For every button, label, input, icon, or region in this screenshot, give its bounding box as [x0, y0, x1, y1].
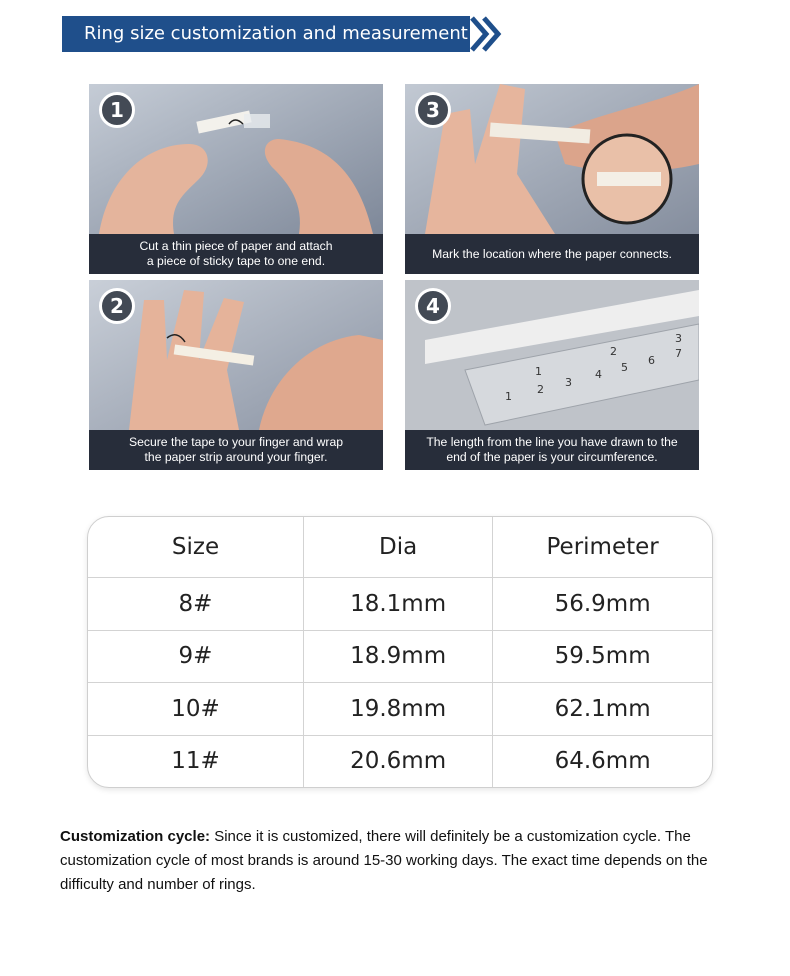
dia-cell: 19.8mm	[304, 683, 493, 736]
svg-text:2: 2	[610, 345, 617, 358]
dia-cell: 18.1mm	[304, 578, 493, 631]
svg-text:1: 1	[535, 365, 542, 378]
perimeter-cell: 56.9mm	[493, 578, 712, 631]
step-1-card	[89, 84, 383, 274]
table-row	[88, 735, 712, 787]
svg-text:5: 5	[621, 361, 628, 374]
step-3-card	[405, 84, 699, 274]
perimeter-cell: 64.6mm	[493, 735, 712, 787]
table-header-row	[88, 517, 712, 578]
svg-text:2: 2	[537, 383, 544, 396]
size-cell: 9#	[88, 630, 304, 683]
note-label: Customization cycle:	[60, 828, 211, 845]
step-number-badge: 4	[415, 288, 451, 324]
dia-cell: 18.9mm	[304, 630, 493, 683]
size-cell: 11#	[88, 735, 304, 787]
customization-cycle-note	[60, 825, 750, 897]
column-header-perimeter: Perimeter	[493, 517, 712, 578]
ring-size-table	[87, 516, 713, 788]
svg-text:3: 3	[675, 332, 682, 345]
column-header-dia: Dia	[304, 517, 493, 578]
table-row	[88, 683, 712, 736]
double-chevron-right-icon	[468, 14, 508, 54]
table-row	[88, 578, 712, 631]
step-1-caption: Cut a thin piece of paper and attach a piece of sticky tape to one end.	[89, 234, 383, 274]
svg-text:6: 6	[648, 354, 655, 367]
perimeter-cell: 62.1mm	[493, 683, 712, 736]
svg-text:3: 3	[565, 376, 572, 389]
svg-text:1: 1	[505, 390, 512, 403]
step-4-caption: The length from the line you have drawn to the end of the paper is your circumference.	[405, 430, 699, 470]
step-number-badge: 1	[99, 92, 135, 128]
size-cell: 10#	[88, 683, 304, 736]
step-number-badge: 2	[99, 288, 135, 324]
table-row	[88, 630, 712, 683]
step-number-badge: 3	[415, 92, 451, 128]
dia-cell: 20.6mm	[304, 735, 493, 787]
note-text: Since it is customized, there will definitely be a customization cycle. The customization cycle of most brands is around 15-30 working days. The exact time depends on the difficulty and number of rings.	[60, 828, 708, 893]
section-title-banner	[62, 16, 470, 52]
svg-text:4: 4	[595, 368, 602, 381]
step-2-caption: Secure the tape to your finger and wrap the paper strip around your finger.	[89, 430, 383, 470]
section-title: Ring size customization and measurement	[84, 23, 468, 44]
column-header-size: Size	[88, 517, 304, 578]
step-4-card	[405, 280, 699, 470]
perimeter-cell: 59.5mm	[493, 630, 712, 683]
step-3-caption: Mark the location where the paper connects.	[405, 234, 699, 274]
size-cell: 8#	[88, 578, 304, 631]
step-2-card	[89, 280, 383, 470]
svg-text:7: 7	[675, 347, 682, 360]
